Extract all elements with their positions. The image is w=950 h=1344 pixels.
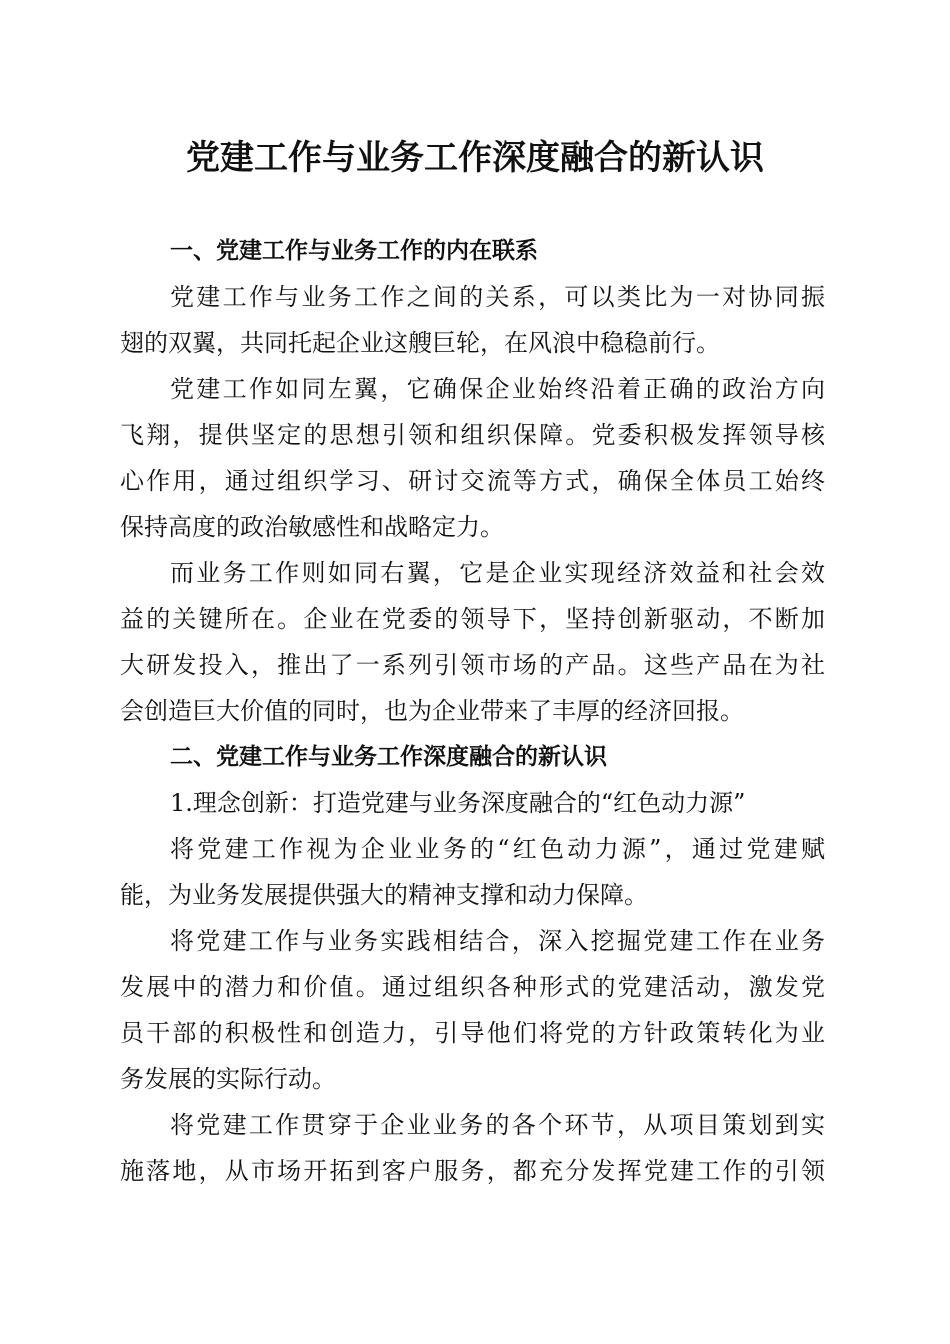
paragraph-line: 保持高度的政治敏感性和战略定力。 xyxy=(120,513,504,541)
paragraph-line: 党建工作如同左翼，它确保企业始终沿着正确的政治方向 xyxy=(170,375,825,403)
paragraph-4 xyxy=(120,826,825,918)
paragraph-1 xyxy=(120,274,825,366)
paragraph-line: 飞翔，提供坚定的思想引领和组织保障。党委积极发挥领导核 xyxy=(120,421,825,449)
paragraph-line: 务发展的实际行动。 xyxy=(120,1065,336,1093)
paragraph-line: 能，为业务发展提供强大的精神支撑和动力保障。 xyxy=(120,881,648,909)
paragraph-line: 翅的双翼，共同托起企业这艘巨轮，在风浪中稳稳前行。 xyxy=(120,329,720,357)
paragraph-line: 将党建工作贯穿于企业业务的各个环节，从项目策划到实 xyxy=(170,1111,825,1139)
document-title: 党建工作与业务工作深度融合的新认识 xyxy=(186,138,764,178)
paragraph-3 xyxy=(120,550,825,734)
paragraph-line: 发展中的潜力和价值。通过组织各种形式的党建活动，激发党 xyxy=(120,973,825,1001)
paragraph-line: 党建工作与业务工作之间的关系，可以类比为一对协同振 xyxy=(170,283,825,311)
paragraph-line: 会创造巨大价值的同时，也为企业带来了丰厚的经济回报。 xyxy=(120,697,744,725)
sub-heading-1: 1.理念创新：打造党建与业务深度融合的“红色动力源” xyxy=(170,789,746,817)
paragraph-6 xyxy=(120,1102,825,1194)
paragraph-line: 将党建工作视为企业业务的“红色动力源”，通过党建赋 xyxy=(170,835,825,863)
section-heading-2: 二、党建工作与业务工作深度融合的新认识 xyxy=(170,744,607,770)
paragraph-line: 心作用，通过组织学习、研讨交流等方式，确保全体员工始终 xyxy=(120,467,825,495)
paragraph-line: 益的关键所在。企业在党委的领导下，坚持创新驱动，不断加 xyxy=(120,605,825,633)
paragraph-2 xyxy=(120,366,825,550)
paragraph-5 xyxy=(120,918,825,1102)
section-heading-1: 一、党建工作与业务工作的内在联系 xyxy=(170,238,538,264)
paragraph-line: 施落地，从市场开拓到客户服务，都充分发挥党建工作的引领 xyxy=(120,1157,825,1185)
paragraph-line: 而业务工作则如同右翼，它是企业实现经济效益和社会效 xyxy=(170,559,825,587)
paragraph-line: 员干部的积极性和创造力，引导他们将党的方针政策转化为业 xyxy=(120,1019,825,1047)
paragraph-line: 大研发投入，推出了一系列引领市场的产品。这些产品在为社 xyxy=(120,651,825,679)
document-body xyxy=(120,228,825,1194)
paragraph-line: 将党建工作与业务实践相结合，深入挖掘党建工作在业务 xyxy=(170,927,825,955)
